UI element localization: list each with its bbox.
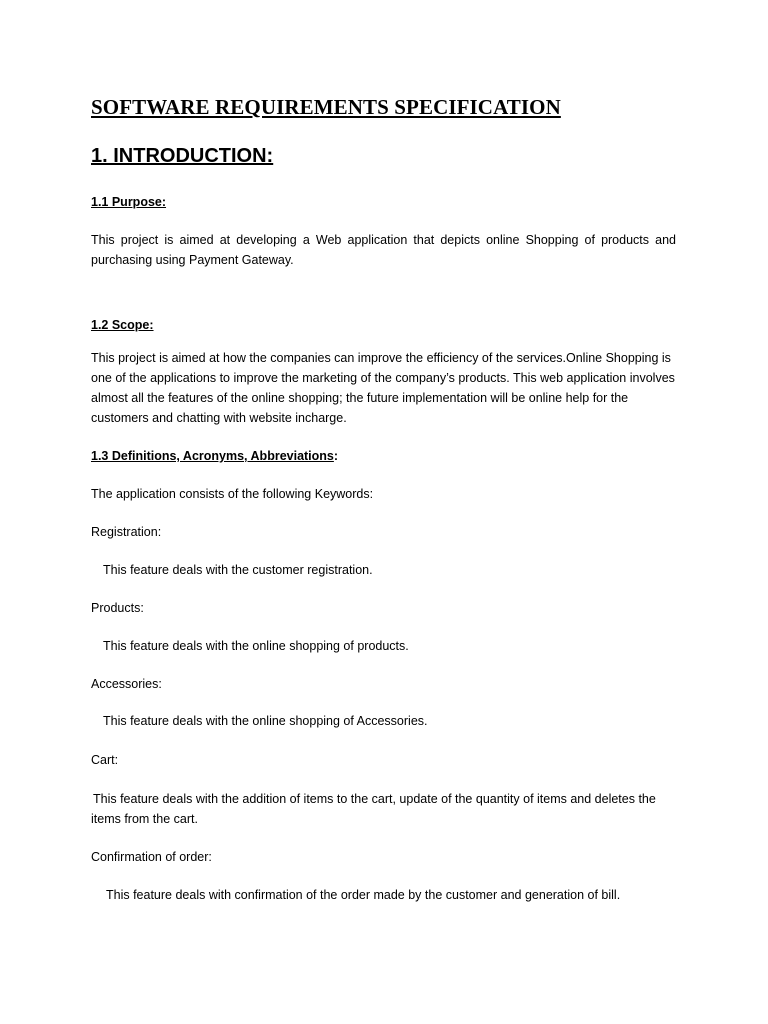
definitions-heading: 1.3 Definitions, Acronyms, Abbreviations (91, 449, 334, 463)
definitions-heading-line (91, 449, 338, 463)
section-heading-introduction: 1. INTRODUCTION: (91, 145, 274, 167)
scope-paragraph: This project is aimed at how the companies can improve the efficiency of the services.Online Shopping is one of the applications to improve the marketing of the company’s products. This web application involves almost all the features of the online shopping; the future implementation will be online help for the customers and chatting with website incharge. (91, 351, 675, 425)
term-cart: Cart: (91, 753, 119, 767)
term-confirmation-of-order: Confirmation of order: (91, 850, 212, 864)
definitions-heading-colon: : (333, 449, 339, 463)
desc-products: This feature deals with the online shopping of products. (103, 639, 409, 653)
term-registration: Registration: (91, 525, 162, 539)
document-title: SOFTWARE REQUIREMENTS SPECIFICATION (91, 95, 561, 119)
term-products: Products: (91, 601, 144, 615)
desc-registration: This feature deals with the customer registration. (103, 563, 373, 577)
purpose-paragraph: This project is aimed at developing a Web application that depicts online Shopping of products and purchasing using Payment Gateway. (91, 233, 676, 267)
desc-accessories: This feature deals with the online shopping of Accessories. (103, 714, 428, 728)
purpose-heading: 1.1 Purpose: (91, 195, 167, 209)
definitions-intro: The application consists of the following Keywords: (91, 487, 374, 501)
term-accessories: Accessories: (91, 677, 162, 691)
scope-heading: 1.2 Scope: (91, 318, 154, 332)
desc-confirmation-of-order: This feature deals with confirmation of the order made by the customer and generation of bill. (106, 888, 621, 902)
desc-cart: This feature deals with the addition of items to the cart, update of the quantity of items and deletes the items from the cart. (91, 792, 656, 826)
